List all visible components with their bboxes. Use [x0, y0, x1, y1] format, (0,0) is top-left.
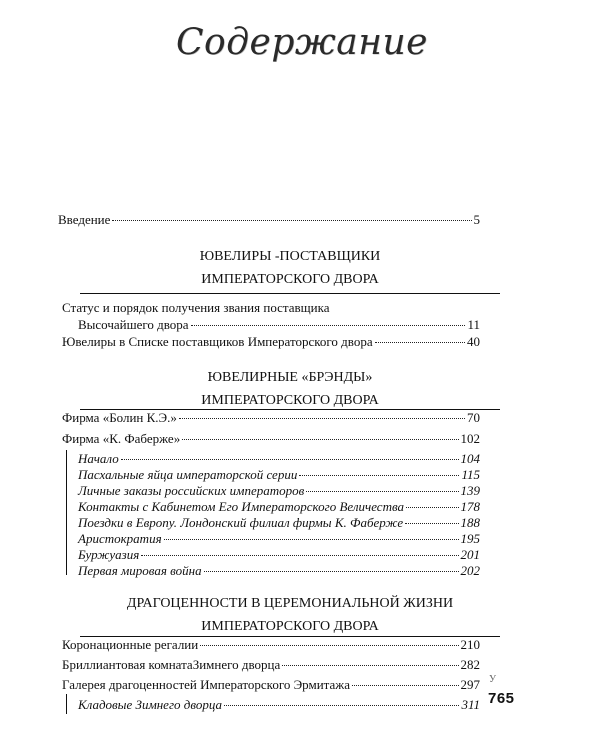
page-number: 765	[488, 690, 515, 707]
section-heading-line: ДРАГОЦЕННОСТИ В ЦЕРЕМОНИАЛЬНОЙ ЖИЗНИ	[126, 596, 454, 611]
leader-dots	[299, 475, 459, 476]
toc-entry-status-line1[interactable]: Статус и порядок получения звания поставщика	[62, 300, 330, 315]
leader-dots	[141, 555, 458, 556]
toc-entry-page: 11	[467, 317, 480, 332]
leader-dots	[306, 491, 458, 492]
leader-dots	[282, 665, 458, 666]
toc-entry-faberge[interactable]	[62, 430, 480, 448]
toc-entry-label: Начало	[78, 451, 119, 466]
leader-dots	[405, 523, 458, 524]
section-rule	[80, 293, 500, 294]
toc-entry-label: Поездки в Европу. Лондонский филиал фирмы К. Фаберже	[78, 515, 404, 530]
toc-entry-label: Введение	[58, 212, 111, 227]
toc-entry-page: 70	[467, 410, 480, 425]
toc-entry-page: 210	[460, 637, 480, 652]
leader-dots	[182, 439, 458, 440]
leader-dots	[406, 507, 458, 508]
toc-entry-label: Галерея драгоценностей Императорского Эрмитажа	[62, 677, 351, 692]
toc-entry-label: Высочайшего двора	[78, 317, 189, 332]
leader-dots	[224, 705, 459, 706]
toc-entry-page: 5	[473, 212, 480, 227]
toc-entry-label: Буржуазия	[78, 547, 140, 562]
leader-dots	[179, 418, 465, 419]
toc-entry-page: 282	[460, 657, 480, 672]
toc-entry-jewelers-list[interactable]	[62, 333, 480, 351]
leader-dots	[200, 645, 458, 646]
toc-entry-label: Бриллиантовая комнатаЗимнего дворца	[62, 657, 281, 672]
toc-subentry[interactable]	[78, 696, 480, 714]
leader-dots	[352, 685, 458, 686]
toc-entry-page: 102	[460, 431, 480, 446]
toc-entry-label: Ювелиры в Списке поставщиков Императорского двора	[62, 334, 373, 349]
toc-entry-intro[interactable]	[58, 211, 480, 229]
toc-entry-page: 139	[460, 483, 480, 498]
section-heading-line: ИМПЕРАТОРСКОГО ДВОРА	[201, 272, 379, 287]
toc-entry-page: 188	[460, 515, 480, 530]
section-heading-ceremonial	[80, 592, 500, 638]
toc-entry-label: Первая мировая война	[78, 563, 202, 578]
page-title: Содержание	[176, 22, 428, 63]
section-heading-suppliers	[80, 245, 500, 291]
toc-entry-page: 311	[461, 697, 480, 712]
toc-subentry[interactable]	[78, 562, 480, 580]
toc-entry-page: 115	[461, 467, 480, 482]
section-heading-line: ЮВЕЛИРНЫЕ «БРЭНДЫ»	[207, 370, 373, 385]
toc-entry-hermitage-gallery[interactable]	[62, 676, 480, 694]
leader-dots	[112, 220, 471, 221]
leader-dots	[191, 325, 466, 326]
toc-entry-label: Пасхальные яйца императорской серии	[78, 467, 298, 482]
toc-entry-label: Личные заказы российских императоров	[78, 483, 305, 498]
toc-entry-bolin[interactable]	[62, 409, 480, 427]
leader-dots	[121, 459, 459, 460]
subsection-rule	[66, 694, 67, 714]
toc-entry-label: Аристократия	[78, 531, 162, 546]
margin-mark: У	[489, 674, 497, 685]
toc-entry-page: 195	[460, 531, 480, 546]
section-heading-line: ИМПЕРАТОРСКОГО ДВОРА	[201, 619, 379, 634]
section-heading-line: ЮВЕЛИРЫ -ПОСТАВЩИКИ	[199, 249, 381, 264]
toc-entry-label: Коронационные регалии	[62, 637, 199, 652]
toc-entry-page: 104	[460, 451, 480, 466]
section-heading-line: ИМПЕРАТОРСКОГО ДВОРА	[201, 393, 379, 408]
toc-entry-status[interactable]	[78, 316, 480, 334]
leader-dots	[164, 539, 459, 540]
section-heading-brands	[80, 366, 500, 412]
toc-entry-regalia[interactable]	[62, 636, 480, 654]
toc-entry-label: Кладовые Зимнего дворца	[78, 697, 222, 712]
toc-entry-page: 40	[467, 334, 480, 349]
toc-entry-page: 178	[460, 499, 480, 514]
leader-dots	[375, 342, 465, 343]
toc-entry-page: 297	[460, 677, 480, 692]
toc-entry-label: Контакты с Кабинетом Его Императорского Величества	[78, 499, 405, 514]
toc-entry-page: 202	[460, 563, 480, 578]
toc-entry-label: Фирма «К. Фаберже»	[62, 431, 181, 446]
leader-dots	[204, 571, 459, 572]
toc-entry-page: 201	[460, 547, 480, 562]
subsection-rule	[66, 450, 67, 575]
toc-entry-label: Фирма «Болин К.Э.»	[62, 410, 177, 425]
toc-entry-diamond-room[interactable]	[62, 656, 480, 674]
